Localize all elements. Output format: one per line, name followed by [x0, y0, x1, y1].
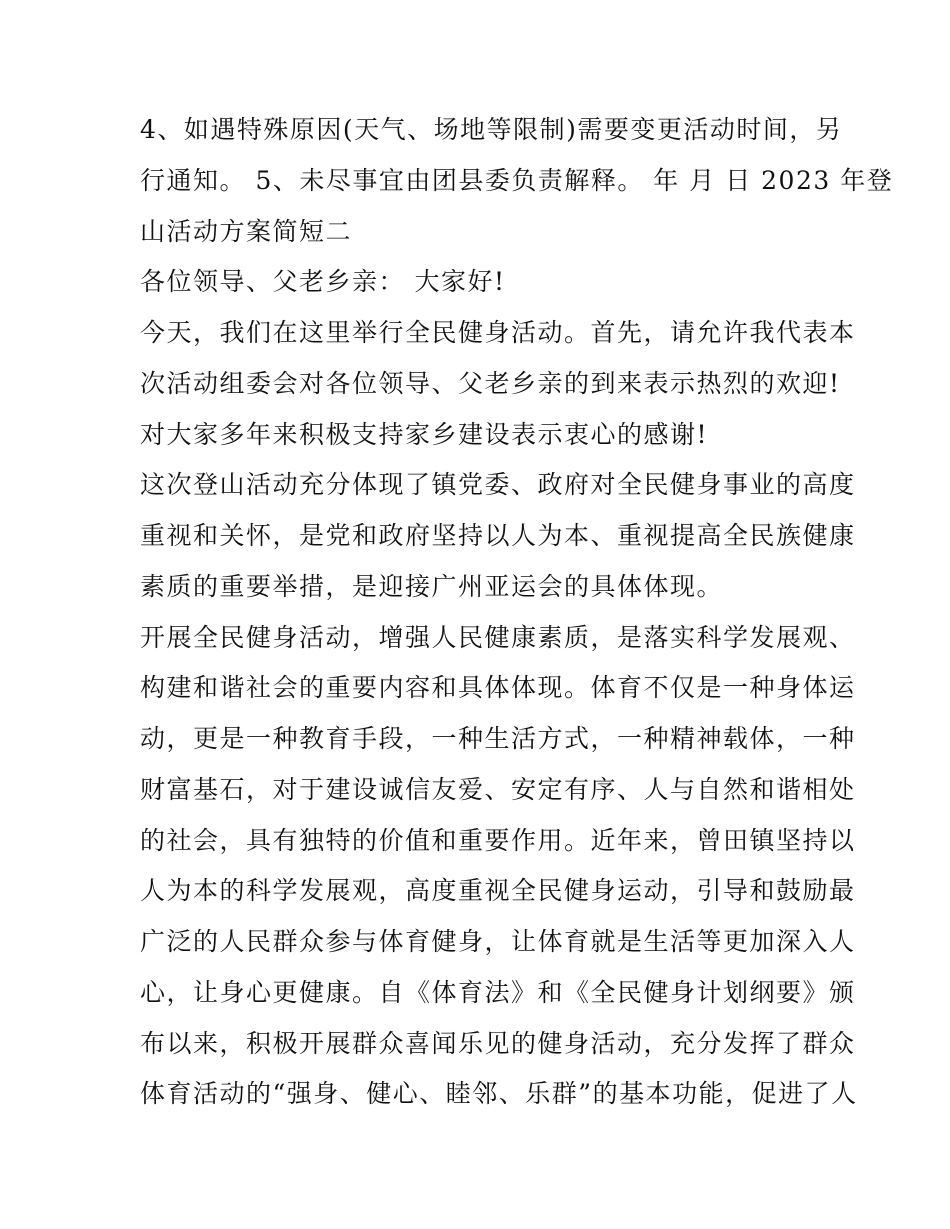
text-line: 山活动方案简短二 [140, 216, 353, 246]
text-line: 心，让身心更健康。自《体育法》和《全民健身计划纲要》颁 [140, 977, 856, 1007]
text-line: 次活动组委会对各位领导、父老乡亲的到来表示热烈的欢迎! [140, 368, 841, 398]
text-line: 这次登山活动充分体现了镇党委、政府对全民健身事业的高度 [140, 470, 856, 500]
text-line: 人为本的科学发展观，高度重视全民健身运动，引导和鼓励最 [140, 876, 856, 906]
text-line: 财富基石，对于建设诚信友爱、安定有序、人与自然和谐相处 [140, 774, 856, 804]
text-line: 重视和关怀，是党和政府坚持以人为本、重视提高全民族健康 [140, 521, 856, 550]
text-line: 对大家多年来积极支持家乡建设表示衷心的感谢! [140, 419, 709, 449]
text-line: 开展全民健身活动，增强人民健康素质，是落实科学发展观、 [140, 622, 856, 652]
text-line: 构建和谐社会的重要内容和具体体现。体育不仅是一种身体运 [140, 673, 856, 703]
text-line: 行通知。 5、未尽事宜由团县委负责解释。 年 月 日 2023 年登 [140, 165, 894, 195]
text-line: 广泛的人民群众参与体育健身，让体育就是生活等更加深入人 [140, 927, 856, 956]
text-line: 动，更是一种教育手段，一种生活方式，一种精神载体，一种 [140, 724, 856, 753]
text-line: 4、如遇特殊原因(天气、场地等限制)需要变更活动时间，另 [140, 115, 843, 144]
text-line: 布以来，积极开展群众喜闻乐见的健身活动，充分发挥了群众 [140, 1028, 856, 1058]
text-line: 体育活动的“强身、健心、睦邻、乐群”的基本功能，促进了人 [140, 1079, 858, 1109]
text-line: 今天，我们在这里举行全民健身活动。首先，请允许我代表本 [140, 318, 856, 347]
text-line: 各位领导、父老乡亲： 大家好! [140, 267, 506, 297]
text-line: 的社会，具有独特的价值和重要作用。近年来，曾田镇坚持以 [140, 825, 856, 855]
text-line: 素质的重要举措，是迎接广州亚运会的具体体现。 [140, 571, 724, 601]
